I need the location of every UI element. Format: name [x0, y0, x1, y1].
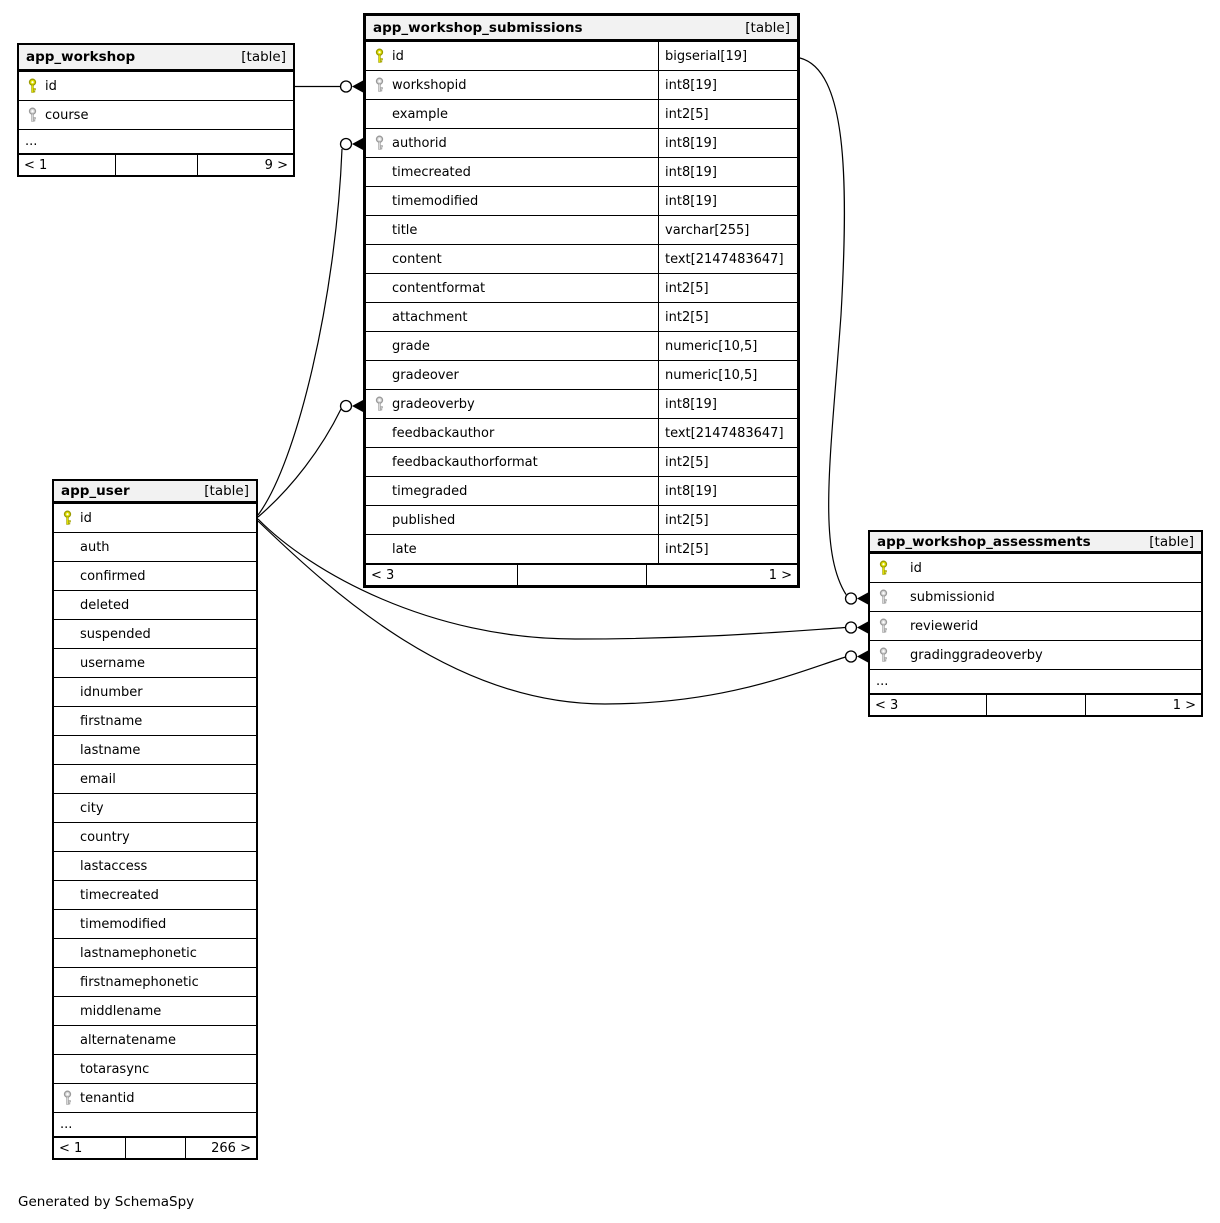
column-name-cell — [54, 968, 256, 996]
column-name: auth — [80, 539, 110, 555]
column-name-cell — [54, 1026, 256, 1054]
more-columns-ellipsis: ... — [19, 129, 293, 153]
column-name-cell — [366, 216, 658, 244]
column-row-deleted — [54, 590, 256, 619]
pager-prev-link[interactable]: < 1 — [59, 1140, 83, 1156]
column-row-authorid — [366, 128, 797, 157]
pager-middle-cell — [125, 1138, 186, 1158]
table-app_workshop_assessments — [868, 530, 1203, 717]
column-type: text[2147483647] — [658, 245, 797, 273]
column-name-cell — [366, 332, 658, 360]
app_workshop_submissions-pager — [366, 563, 797, 585]
column-name: id — [910, 560, 922, 576]
column-name-cell — [54, 823, 256, 851]
column-row-timecreated — [366, 157, 797, 186]
app_user-pager — [54, 1136, 256, 1158]
column-name: feedbackauthorformat — [392, 454, 538, 470]
column-row-middlename — [54, 996, 256, 1025]
column-row-grade — [366, 331, 797, 360]
column-name-cell — [366, 187, 658, 215]
column-type: int8[19] — [658, 158, 797, 186]
column-row-late — [366, 534, 797, 563]
column-name-cell — [54, 678, 256, 706]
arrowhead-icon — [857, 622, 868, 634]
column-name-cell — [870, 554, 1201, 582]
column-name-cell — [54, 562, 256, 590]
column-row-example — [366, 99, 797, 128]
column-name: timemodified — [392, 193, 479, 209]
column-name-cell — [366, 448, 658, 476]
column-row-country — [54, 822, 256, 851]
column-type: int2[5] — [658, 100, 797, 128]
column-name-cell — [366, 42, 658, 70]
pager-middle-cell — [517, 565, 646, 585]
column-name: contentformat — [392, 280, 486, 296]
column-row-idnumber — [54, 677, 256, 706]
column-name-cell — [54, 939, 256, 967]
column-row-reviewerid — [870, 611, 1201, 640]
column-name: username — [80, 655, 145, 671]
column-name: id — [392, 48, 404, 64]
column-row-username — [54, 648, 256, 677]
column-name-cell — [54, 707, 256, 735]
column-name-cell — [366, 303, 658, 331]
more-columns-ellipsis: ... — [54, 1112, 256, 1136]
app_workshop_assessments-header — [870, 532, 1201, 553]
table-type-badge: [table] — [241, 49, 286, 65]
column-name-cell — [366, 390, 658, 418]
column-row-auth — [54, 532, 256, 561]
column-row-attachment — [366, 302, 797, 331]
table-name: app_workshop_submissions — [373, 19, 583, 36]
relationship-workshop-id-to-submissions-workshopid — [295, 81, 363, 93]
column-row-firstname — [54, 706, 256, 735]
pager-next-link[interactable]: 1 > — [646, 565, 797, 585]
column-name-cell — [54, 1055, 256, 1083]
column-type: int2[5] — [658, 535, 797, 563]
column-name-cell — [54, 997, 256, 1025]
column-type: int8[19] — [658, 187, 797, 215]
arrowhead-icon — [352, 138, 363, 150]
column-name-cell — [366, 245, 658, 273]
column-name-cell — [19, 101, 293, 129]
table-app_user — [52, 479, 258, 1160]
column-name: submissionid — [910, 589, 995, 605]
pager-prev-link[interactable]: < 3 — [371, 567, 395, 583]
column-name-cell — [366, 158, 658, 186]
table-type-badge: [table] — [745, 19, 790, 36]
zero-circle-icon — [341, 81, 352, 92]
column-type: numeric[10,5] — [658, 332, 797, 360]
primary-key-icon — [62, 510, 80, 526]
column-row-title — [366, 215, 797, 244]
table-name: app_workshop — [26, 49, 136, 65]
column-row-id — [870, 553, 1201, 582]
table-app_workshop — [17, 43, 295, 177]
foreign-key-icon — [374, 396, 392, 412]
column-name-cell — [366, 477, 658, 505]
foreign-key-icon — [62, 1090, 80, 1106]
column-row-totarasync — [54, 1054, 256, 1083]
column-name-cell — [366, 361, 658, 389]
column-row-alternatename — [54, 1025, 256, 1054]
app_workshop_assessments-pager — [870, 693, 1201, 715]
column-type: varchar[255] — [658, 216, 797, 244]
column-name-cell — [366, 506, 658, 534]
column-name-cell — [54, 620, 256, 648]
arrowhead-icon — [857, 651, 868, 663]
column-name-cell — [54, 736, 256, 764]
pager-prev-link[interactable]: < 1 — [24, 157, 48, 173]
foreign-key-icon — [878, 647, 910, 663]
column-name-cell — [870, 583, 1201, 611]
column-name-cell — [366, 100, 658, 128]
column-row-firstnamephonetic — [54, 967, 256, 996]
zero-circle-icon — [341, 139, 352, 150]
column-name: tenantid — [80, 1090, 135, 1106]
column-row-id — [54, 503, 256, 532]
column-name-cell — [19, 72, 293, 100]
column-type: numeric[10,5] — [658, 361, 797, 389]
column-row-lastnamephonetic — [54, 938, 256, 967]
relationship-submissions-id-to-assessments-submissionid — [800, 58, 868, 605]
column-name: example — [392, 106, 448, 122]
table-type-badge: [table] — [1149, 533, 1194, 550]
arrowhead-icon — [352, 400, 363, 412]
column-name: gradeoverby — [392, 396, 475, 412]
foreign-key-icon — [878, 589, 910, 605]
column-row-submissionid — [870, 582, 1201, 611]
column-type: int8[19] — [658, 390, 797, 418]
column-name: grade — [392, 338, 430, 354]
column-row-city — [54, 793, 256, 822]
column-name: suspended — [80, 626, 151, 642]
pager-next-link[interactable]: 1 > — [1085, 695, 1201, 715]
column-row-lastname — [54, 735, 256, 764]
pager-next-link[interactable]: 9 > — [197, 155, 293, 175]
zero-circle-icon — [341, 401, 352, 412]
column-name: middlename — [80, 1003, 162, 1019]
column-row-email — [54, 764, 256, 793]
pager-middle-cell — [115, 155, 197, 175]
column-type: bigserial[19] — [658, 42, 797, 70]
column-type: int8[19] — [658, 477, 797, 505]
column-name: late — [392, 541, 417, 557]
column-row-course — [19, 100, 293, 129]
more-columns-ellipsis: ... — [870, 669, 1201, 693]
app_workshop-header — [19, 45, 293, 71]
column-type: int8[19] — [658, 129, 797, 157]
column-row-id — [366, 41, 797, 70]
column-name: gradeover — [392, 367, 459, 383]
column-name-cell — [366, 129, 658, 157]
column-row-timecreated — [54, 880, 256, 909]
column-name: id — [45, 78, 57, 94]
column-name-cell — [366, 535, 658, 563]
column-name: timecreated — [80, 887, 159, 903]
column-name: firstname — [80, 713, 143, 729]
pager-next-link[interactable]: 266 > — [185, 1138, 256, 1158]
column-name: city — [80, 800, 104, 816]
column-type: int2[5] — [658, 303, 797, 331]
column-name: country — [80, 829, 130, 845]
column-name: course — [45, 107, 89, 123]
column-name: id — [80, 510, 92, 526]
column-name: timecreated — [392, 164, 471, 180]
column-name: lastnamephonetic — [80, 945, 197, 961]
column-type: int8[19] — [658, 71, 797, 99]
column-name: alternatename — [80, 1032, 176, 1048]
zero-circle-icon — [846, 593, 857, 604]
foreign-key-icon — [878, 618, 910, 634]
column-name: idnumber — [80, 684, 143, 700]
column-type: text[2147483647] — [658, 419, 797, 447]
column-name: lastaccess — [80, 858, 148, 874]
relationship-user-id-to-submissions-gradeoverby — [258, 400, 363, 517]
relationship-user-id-to-submissions-authorid — [258, 138, 363, 515]
column-name: content — [392, 251, 442, 267]
column-row-timemodified — [54, 909, 256, 938]
column-name: timemodified — [80, 916, 167, 932]
column-name: totarasync — [80, 1061, 150, 1077]
app_user-header — [54, 481, 256, 503]
column-name: authorid — [392, 135, 447, 151]
arrowhead-icon — [857, 593, 868, 605]
column-row-gradeoverby — [366, 389, 797, 418]
column-name: reviewerid — [910, 618, 979, 634]
column-name-cell — [54, 852, 256, 880]
column-row-contentformat — [366, 273, 797, 302]
column-name-cell — [870, 641, 1201, 669]
column-row-confirmed — [54, 561, 256, 590]
column-name-cell — [54, 910, 256, 938]
column-name-cell — [54, 649, 256, 677]
column-row-id — [19, 71, 293, 100]
arrowhead-icon — [352, 81, 363, 93]
column-row-workshopid — [366, 70, 797, 99]
column-name: published — [392, 512, 456, 528]
column-row-feedbackauthor — [366, 418, 797, 447]
column-name: lastname — [80, 742, 141, 758]
primary-key-icon — [374, 48, 392, 64]
column-name-cell — [54, 794, 256, 822]
column-name-cell — [54, 881, 256, 909]
column-row-gradeover — [366, 360, 797, 389]
table-type-badge: [table] — [204, 483, 249, 499]
column-name-cell — [54, 1084, 256, 1112]
column-name: gradinggradeoverby — [910, 647, 1043, 663]
column-row-feedbackauthorformat — [366, 447, 797, 476]
column-row-content — [366, 244, 797, 273]
zero-circle-icon — [846, 622, 857, 633]
column-type: int2[5] — [658, 506, 797, 534]
column-row-tenantid — [54, 1083, 256, 1112]
column-row-published — [366, 505, 797, 534]
pager-prev-link[interactable]: < 3 — [875, 697, 899, 713]
app_workshop_submissions-header — [366, 16, 797, 41]
app_workshop-pager — [19, 153, 293, 175]
column-name: firstnamephonetic — [80, 974, 199, 990]
column-name-cell — [870, 612, 1201, 640]
column-name: feedbackauthor — [392, 425, 495, 441]
table-app_workshop_submissions — [363, 13, 800, 588]
column-name: workshopid — [392, 77, 467, 93]
column-name-cell — [366, 419, 658, 447]
column-row-timemodified — [366, 186, 797, 215]
column-name-cell — [366, 274, 658, 302]
foreign-key-icon — [374, 135, 392, 151]
column-name-cell — [54, 504, 256, 532]
column-type: int2[5] — [658, 274, 797, 302]
column-row-timegraded — [366, 476, 797, 505]
column-name-cell — [54, 765, 256, 793]
column-name-cell — [54, 591, 256, 619]
table-name: app_user — [61, 483, 130, 499]
column-name: timegraded — [392, 483, 468, 499]
table-name: app_workshop_assessments — [877, 533, 1091, 550]
zero-circle-icon — [846, 651, 857, 662]
column-name: deleted — [80, 597, 130, 613]
primary-key-icon — [878, 560, 910, 576]
column-row-gradinggradeoverby — [870, 640, 1201, 669]
column-name: title — [392, 222, 418, 238]
column-name: email — [80, 771, 116, 787]
primary-key-icon — [27, 78, 45, 94]
foreign-key-icon — [27, 107, 45, 123]
column-name: confirmed — [80, 568, 146, 584]
pager-middle-cell — [986, 695, 1085, 715]
column-row-suspended — [54, 619, 256, 648]
column-name: attachment — [392, 309, 468, 325]
column-row-lastaccess — [54, 851, 256, 880]
foreign-key-icon — [374, 77, 392, 93]
column-name-cell — [366, 71, 658, 99]
column-type: int2[5] — [658, 448, 797, 476]
generated-by-caption: Generated by SchemaSpy — [18, 1194, 195, 1210]
column-name-cell — [54, 533, 256, 561]
